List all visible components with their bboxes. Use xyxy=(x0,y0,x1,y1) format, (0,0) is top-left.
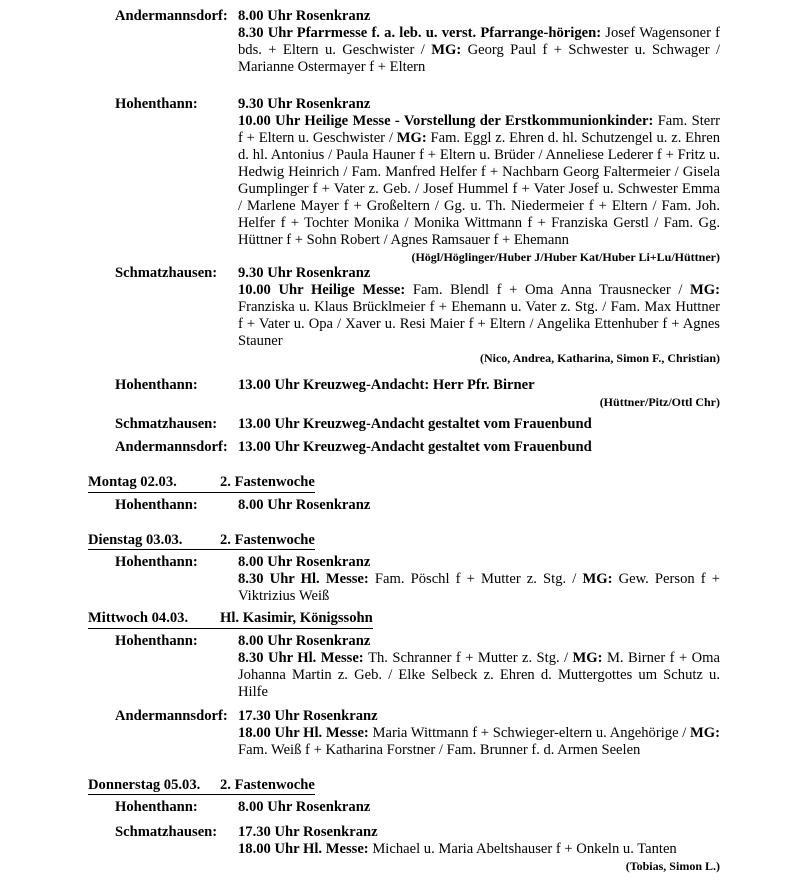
day-title: Hl. Kasimir, Königssohn xyxy=(220,610,373,626)
entry-content xyxy=(238,265,720,366)
day-header-underline xyxy=(88,532,315,551)
ministrants-note: (Tobias, Simon L.) xyxy=(625,859,720,873)
text-run: Th. Schranner f + Mutter z. Stg. / xyxy=(368,649,573,666)
day-header xyxy=(88,532,720,551)
text-run: Fam. Sterr f + Eltern u. Geschwister / xyxy=(238,113,720,146)
bold-text-run: 8.00 Uhr Rosenkranz xyxy=(238,632,371,649)
entry-content xyxy=(238,416,720,433)
bold-text-run: 17.30 Uhr Rosenkranz xyxy=(238,824,378,840)
schedule-entry xyxy=(88,554,720,605)
day-header xyxy=(88,474,720,493)
entry-content xyxy=(238,554,720,605)
bold-text-run: 8.30 Uhr Hl. Messe: xyxy=(238,571,375,587)
entry-content xyxy=(238,377,720,410)
bold-text-run: 8.00 Uhr Rosenkranz xyxy=(238,496,371,513)
service-line xyxy=(238,265,720,282)
location-label: Hohenthann: xyxy=(115,554,198,570)
service-line xyxy=(238,571,720,605)
bold-text-run: 18.00 Uhr Hl. Messe: xyxy=(238,841,373,857)
text-run: Franziska u. Klaus Brücklmeier f + Ehemann u. Vater z. Stg. / Fam. Max Huttner f + Vater u. Opa / Xaver u. Resi Maier f + Eltern / Angelika Ettenhuber f + Agnes Stauner xyxy=(238,299,720,349)
service-line xyxy=(238,439,720,456)
bold-text-run: 8.00 Uhr Rosenkranz xyxy=(238,799,371,815)
day-date: Dienstag 03.03. xyxy=(88,531,183,548)
day-title: 2. Fastenwoche xyxy=(220,474,315,490)
service-line xyxy=(238,113,720,249)
schedule-entry xyxy=(88,377,720,410)
service-line xyxy=(238,8,720,25)
bold-text-run: 8.30 Uhr Hl. Messe: xyxy=(238,649,369,666)
service-line xyxy=(238,377,720,394)
ministrants-note: (Högl/Höglinger/Huber J/Huber Kat/Huber Li+Lu/Hüttner) xyxy=(411,250,720,264)
location-label: Andermannsdorf: xyxy=(115,8,228,24)
schedule-entry xyxy=(88,96,720,265)
text-run: Fam. Blendl f + Oma Anna Trausnecker / xyxy=(412,282,690,298)
bold-text-run: MG: xyxy=(690,724,720,741)
text-run: Fam. Pöschl f + Mutter z. Stg. / xyxy=(374,571,583,587)
service-line xyxy=(238,416,720,433)
service-line xyxy=(238,725,720,759)
bold-text-run: 9.30 Uhr Rosenkranz xyxy=(238,96,371,112)
day-header xyxy=(88,777,720,796)
location-label: Hohenthann: xyxy=(115,799,198,815)
location-label: Hohenthann: xyxy=(115,496,198,513)
day-header-underline xyxy=(88,777,315,796)
location-label: Schmatzhausen: xyxy=(115,265,218,281)
entry-content xyxy=(238,96,720,265)
bold-text-run: 17.30 Uhr Rosenkranz xyxy=(238,707,378,724)
day-header-underline xyxy=(88,474,315,493)
schedule-day-section xyxy=(88,777,720,875)
bold-text-run: 9.30 Uhr Rosenkranz xyxy=(238,265,371,281)
ministrants-note: (Nico, Andrea, Katharina, Simon F., Christian) xyxy=(479,351,720,365)
schedule-day-section xyxy=(88,8,720,456)
bold-text-run: MG: xyxy=(582,571,619,587)
day-header xyxy=(88,610,720,629)
entry-content xyxy=(238,708,720,759)
bold-text-run: MG: xyxy=(396,130,431,146)
entry-content xyxy=(238,824,720,874)
schedule-entry xyxy=(88,416,720,433)
schedule-day-section xyxy=(88,474,720,514)
entry-content xyxy=(238,497,720,514)
location-label: Andermannsdorf: xyxy=(115,707,228,724)
location-label: Schmatzhausen: xyxy=(115,416,218,432)
service-line xyxy=(238,841,720,858)
bold-text-run: 13.00 Uhr Kreuzweg-Andacht gestaltet vom Frauenbund xyxy=(238,439,592,455)
service-line xyxy=(238,554,720,571)
schedule-entry xyxy=(88,633,720,701)
schedule-day-section xyxy=(88,610,720,759)
schedule-entry xyxy=(88,439,720,456)
bold-text-run: 13.00 Uhr Kreuzweg-Andacht: Herr Pfr. Birner xyxy=(238,377,535,393)
location-label: Hohenthann: xyxy=(115,377,198,393)
day-title: 2. Fastenwoche xyxy=(220,531,315,548)
ministrants-note: (Hüttner/Pitz/Ottl Chr) xyxy=(599,395,720,409)
schedule-entry xyxy=(88,799,720,816)
service-line xyxy=(238,824,720,841)
schedule-entry xyxy=(88,8,720,76)
schedule-day-section xyxy=(88,532,720,606)
service-line xyxy=(238,25,720,76)
service-line xyxy=(238,708,720,725)
text-run: Michael u. Maria Abeltshauser f + Onkeln u. Tanten xyxy=(372,841,677,857)
bold-text-run: 8.00 Uhr Rosenkranz xyxy=(238,8,371,24)
bold-text-run: 10.00 Uhr Heilige Messe: xyxy=(238,282,413,298)
bold-text-run: 18.00 Uhr Hl. Messe: xyxy=(238,724,373,741)
text-run: M. Birner f + Oma Johanna Martin z. Geb. / Elke Selbeck z. Ehren d. Muttergottes um Schutz u. Hilfe xyxy=(238,649,720,700)
service-line xyxy=(238,650,720,701)
day-date: Montag 02.03. xyxy=(88,474,177,490)
location-label: Hohenthann: xyxy=(115,632,198,649)
location-label: Andermannsdorf: xyxy=(115,439,228,455)
schedule-entry xyxy=(88,265,720,366)
service-line xyxy=(238,282,720,350)
service-line xyxy=(238,497,720,514)
day-date: Mittwoch 04.03. xyxy=(88,610,189,626)
bold-text-run: MG: xyxy=(572,649,607,666)
bold-text-run: MG: xyxy=(431,42,468,58)
service-line xyxy=(238,799,720,816)
day-date: Donnerstag 05.03. xyxy=(88,776,201,793)
schedule-entry xyxy=(88,708,720,759)
text-run: Georg Paul f + Schwester u. Schwager / Marianne Ostermayer f + Eltern xyxy=(238,42,720,75)
entry-content xyxy=(238,439,720,456)
text-run: Josef Wagensoner f bds. + Eltern u. Geschwister / xyxy=(238,25,720,58)
text-run: Fam. Weiß f + Katharina Forstner / Fam. Brunner f. d. Armen Seelen xyxy=(238,741,641,758)
bold-text-run: 8.30 Uhr Pfarrmesse f. a. leb. u. verst. Pfarrange-hörigen: xyxy=(238,25,606,41)
bold-text-run: 8.00 Uhr Rosenkranz xyxy=(238,554,371,570)
text-run: Gew. Person f + Viktrizius Weiß xyxy=(238,571,720,604)
schedule-entry xyxy=(88,824,720,874)
location-label: Hohenthann: xyxy=(115,96,198,112)
day-title: 2. Fastenwoche xyxy=(220,776,315,793)
entry-content xyxy=(238,799,720,816)
service-line xyxy=(238,633,720,650)
service-line xyxy=(238,96,720,113)
entry-content xyxy=(238,8,720,76)
schedule-entry xyxy=(88,497,720,514)
bold-text-run: 13.00 Uhr Kreuzweg-Andacht gestaltet vom Frauenbund xyxy=(238,416,592,432)
bold-text-run: 10.00 Uhr Heilige Messe - Vorstellung der Erstkommunionkinder: xyxy=(238,113,658,129)
day-header-underline xyxy=(88,610,373,629)
text-run: Maria Wittmann f + Schwieger-eltern u. Angehörige / xyxy=(372,724,690,741)
entry-content xyxy=(238,633,720,701)
text-run: Fam. Eggl z. Ehren d. hl. Schutzengel u. z. Ehren d. hl. Antonius / Paula Hauner f + Eltern u. Brüder / Anneliese Lederer f + Fritz u. Hedwig Heinrich / Fam. Manfred Helfer f + Nachbarn Georg Faltermeier / Gisela Gumplinger f + Vater z. Geb. / Josef Hummel f + Vater Josef u. Schwester Emma / Marlene Mayer f + Großeltern / Gg. u. Th. Niedermeier f + Eltern / Fam. Joh. Helfer f + Tochter Monika / Monika Wittmann f + Franziska Gerstl / Fam. Gg. Hüttner f + Sohn Robert / Agnes Ramsauer f + Ehemann xyxy=(238,130,720,248)
bold-text-run: MG: xyxy=(690,282,720,298)
location-label: Schmatzhausen: xyxy=(115,824,218,840)
